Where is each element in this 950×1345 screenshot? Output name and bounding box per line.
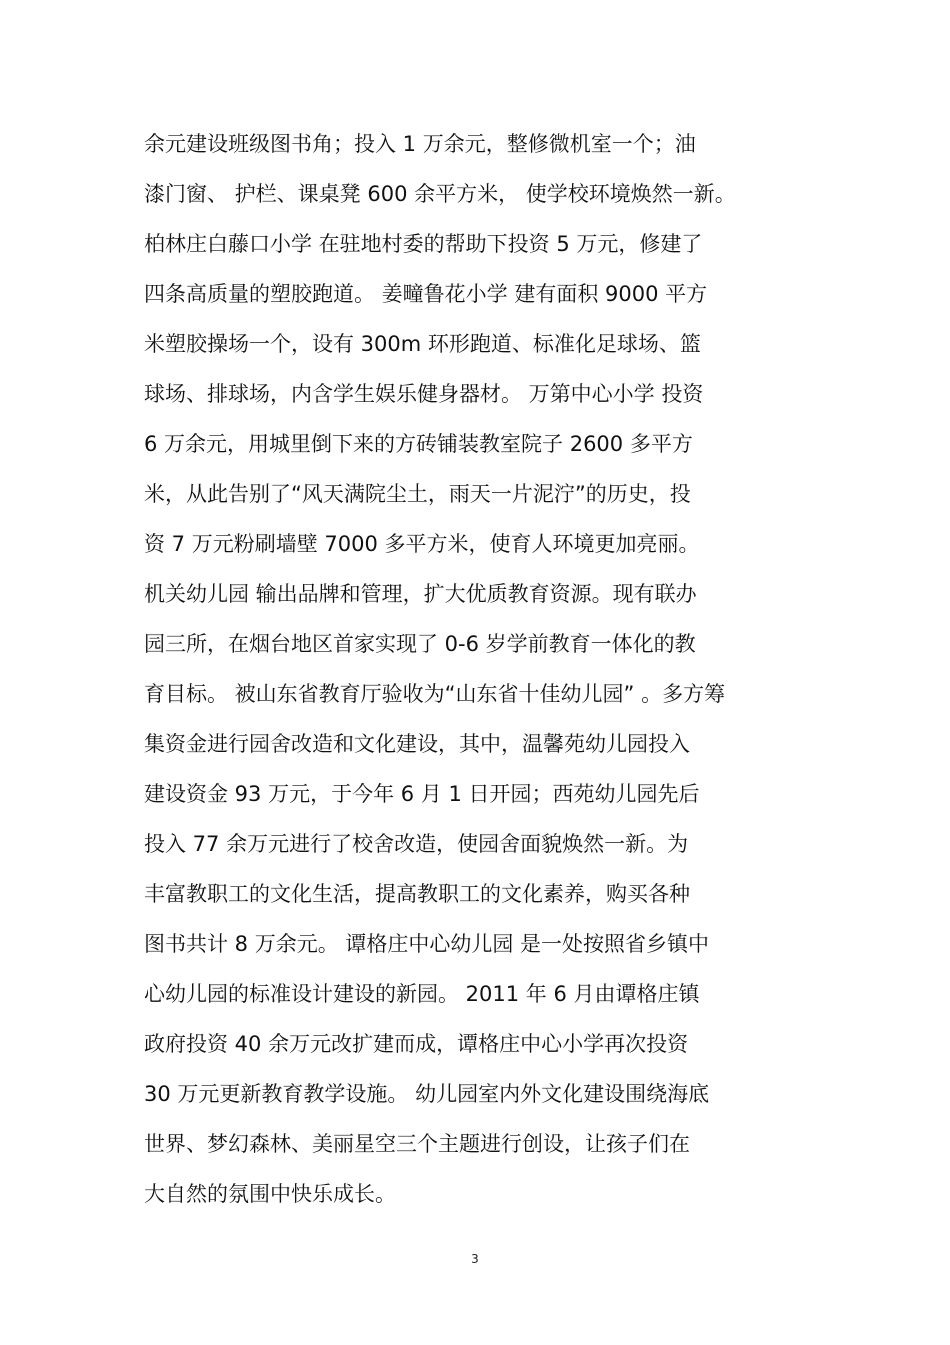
- text-line: 政府投资 40 余万元改扩建而成，谭格庄中心小学再次投资: [144, 1032, 689, 1056]
- text-line: 柏林庄白藤口小学 在驻地村委的帮助下投资 5 万元，修建了: [144, 232, 703, 256]
- text-line: 球场、排球场，内含学生娱乐健身器材。 万第中心小学 投资: [144, 382, 704, 406]
- text-line: 集资金进行园舍改造和文化建设，其中，温馨苑幼儿园投入: [144, 732, 690, 756]
- page-number: 3: [471, 1252, 479, 1266]
- text-line: 园三所，在烟台地区首家实现了 0-6 岁学前教育一体化的教: [144, 632, 696, 656]
- text-line: 建设资金 93 万元，于今年 6 月 1 日开园；西苑幼儿园先后: [144, 782, 700, 806]
- text-line: 余元建设班级图书角；投入 1 万余元，整修微机室一个；油: [144, 132, 696, 156]
- text-line: 30 万元更新教育教学设施。 幼儿园室内外文化建设围绕海底: [144, 1082, 710, 1106]
- text-line: 世界、梦幻森林、美丽星空三个主题进行创设，让孩子们在: [144, 1132, 690, 1156]
- text-line: 米，从此告别了“风天满院尘土，雨天一片泥泞”的历史，投: [144, 482, 691, 506]
- text-line: 投入 77 余万元进行了校舍改造，使园舍面貌焕然一新。为: [144, 832, 689, 856]
- text-line: 四条高质量的塑胶跑道。 姜疃鲁花小学 建有面积 9000 平方: [144, 282, 708, 306]
- text-line: 6 万余元，用城里倒下来的方砖铺装教室院子 2600 多平方: [144, 432, 693, 456]
- text-line: 大自然的氛围中快乐成长。: [144, 1182, 396, 1206]
- text-line: 心幼儿园的标准设计建设的新园。 2011 年 6 月由谭格庄镇: [144, 982, 700, 1006]
- text-line: 育目标。 被山东省教育厅验收为“山东省十佳幼儿园” 。多方筹: [144, 682, 726, 706]
- text-line: 资 7 万元粉刷墙壁 7000 多平方米，使育人环境更加亮丽。: [144, 532, 700, 556]
- text-line: 漆门窗、 护栏、课桌凳 600 余平方米， 使学校环境焕然一新。: [144, 182, 736, 206]
- text-line: 米塑胶操场一个，设有 300m 环形跑道、标准化足球场、篮: [144, 332, 701, 356]
- text-line: 丰富教职工的文化生活，提高教职工的文化素养，购买各种: [144, 882, 690, 906]
- text-line: 机关幼儿园 输出品牌和管理，扩大优质教育资源。现有联办: [144, 582, 697, 606]
- text-line: 图书共计 8 万余元。 谭格庄中心幼儿园 是一处按照省乡镇中: [144, 932, 710, 956]
